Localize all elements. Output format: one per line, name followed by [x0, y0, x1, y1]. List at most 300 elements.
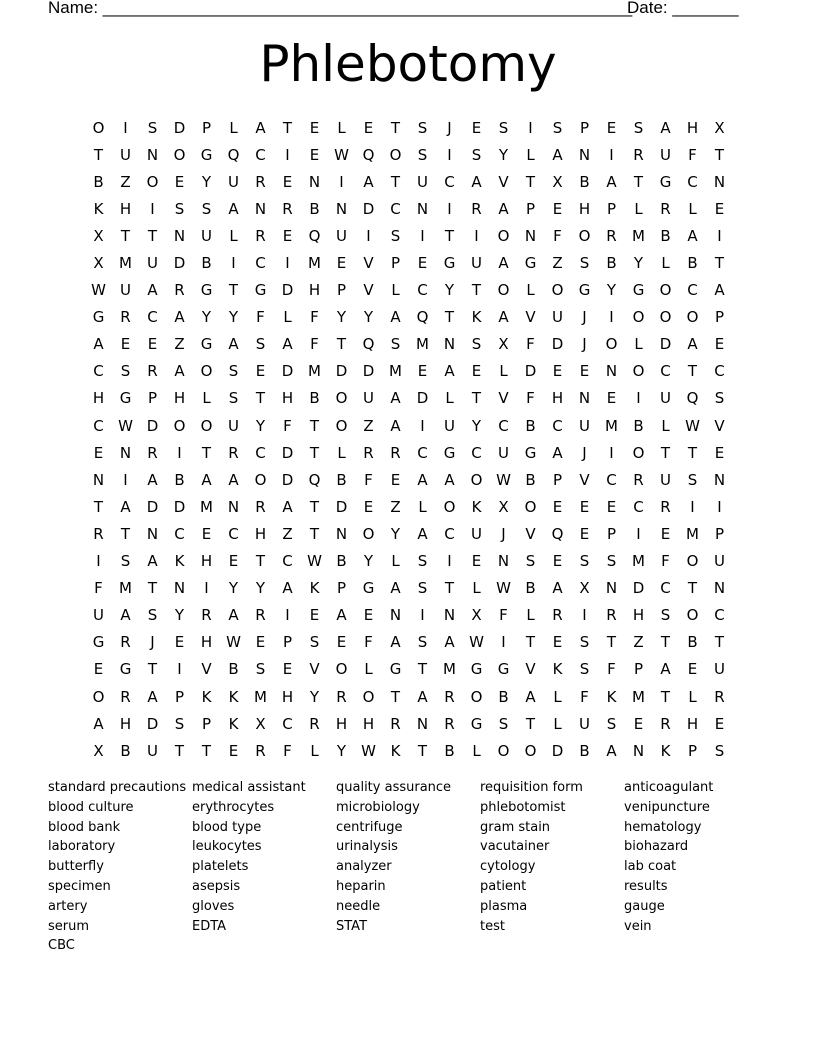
grid-letter[interactable]: A	[93, 714, 104, 733]
grid-letter[interactable]: V	[363, 281, 374, 300]
grid-letter[interactable]: O	[470, 470, 483, 489]
grid-letter[interactable]: A	[444, 362, 455, 381]
grid-letter[interactable]: A	[498, 308, 509, 327]
grid-letter[interactable]: C	[282, 552, 293, 571]
grid-letter[interactable]: I	[123, 470, 128, 489]
grid-letter[interactable]: M	[632, 552, 645, 571]
grid-letter[interactable]: S	[417, 552, 428, 571]
grid-letter[interactable]: V	[498, 172, 509, 191]
grid-letter[interactable]: G	[200, 281, 213, 300]
grid-letter[interactable]: S	[228, 362, 239, 381]
grid-letter[interactable]: K	[660, 741, 671, 760]
grid-letter[interactable]: F	[310, 335, 319, 354]
grid-letter[interactable]: T	[174, 741, 185, 760]
grid-letter[interactable]: T	[471, 281, 482, 300]
grid-letter[interactable]: Y	[309, 687, 320, 706]
grid-letter[interactable]: C	[282, 714, 293, 733]
grid-letter[interactable]: K	[309, 579, 320, 598]
grid-letter[interactable]: U	[417, 172, 428, 191]
grid-letter[interactable]: F	[688, 145, 697, 164]
grid-letter[interactable]: I	[339, 172, 344, 191]
grid-letter[interactable]: C	[255, 443, 266, 462]
grid-letter[interactable]: I	[123, 118, 128, 137]
grid-letter[interactable]: N	[443, 606, 456, 625]
grid-letter[interactable]: O	[497, 226, 510, 245]
grid-letter[interactable]: O	[524, 741, 537, 760]
grid-letter[interactable]: U	[660, 389, 671, 408]
grid-letter[interactable]: Q	[308, 470, 321, 489]
grid-letter[interactable]: K	[93, 199, 104, 218]
grid-letter[interactable]: G	[362, 579, 375, 598]
grid-letter[interactable]: L	[337, 443, 346, 462]
grid-letter[interactable]: Q	[686, 389, 699, 408]
grid-letter[interactable]: W	[496, 579, 511, 598]
grid-letter[interactable]: T	[120, 524, 131, 543]
grid-letter[interactable]: V	[498, 389, 509, 408]
grid-letter[interactable]: I	[285, 606, 290, 625]
grid-letter[interactable]: S	[579, 633, 590, 652]
grid-letter[interactable]: F	[364, 470, 373, 489]
grid-letter[interactable]: N	[578, 389, 591, 408]
grid-letter[interactable]: T	[255, 552, 266, 571]
grid-letter[interactable]: G	[92, 633, 105, 652]
grid-letter[interactable]: D	[146, 416, 159, 435]
grid-letter[interactable]: A	[687, 226, 698, 245]
grid-letter[interactable]: E	[552, 497, 563, 516]
grid-letter[interactable]: T	[660, 633, 671, 652]
grid-letter[interactable]: U	[444, 416, 455, 435]
grid-letter[interactable]: R	[390, 443, 401, 462]
grid-letter[interactable]: K	[228, 714, 239, 733]
grid-letter[interactable]: D	[281, 281, 294, 300]
grid-letter[interactable]: B	[444, 741, 455, 760]
grid-letter[interactable]: I	[204, 579, 209, 598]
grid-letter[interactable]: V	[363, 254, 374, 273]
grid-letter[interactable]: S	[120, 362, 131, 381]
grid-letter[interactable]: O	[254, 470, 267, 489]
grid-letter[interactable]: E	[255, 633, 266, 652]
grid-letter[interactable]: N	[713, 172, 726, 191]
grid-letter[interactable]: F	[526, 335, 535, 354]
grid-letter[interactable]: N	[173, 579, 186, 598]
grid-letter[interactable]: U	[120, 281, 131, 300]
grid-letter[interactable]: I	[231, 254, 236, 273]
grid-letter[interactable]: W	[118, 416, 133, 435]
grid-letter[interactable]: G	[200, 335, 213, 354]
grid-letter[interactable]: T	[147, 226, 158, 245]
grid-letter[interactable]: E	[714, 335, 725, 354]
grid-letter[interactable]: A	[93, 335, 104, 354]
grid-letter[interactable]: V	[525, 524, 536, 543]
grid-letter[interactable]: U	[471, 254, 482, 273]
grid-letter[interactable]: B	[687, 254, 698, 273]
grid-letter[interactable]: M	[443, 660, 456, 679]
grid-letter[interactable]: T	[93, 145, 104, 164]
grid-letter[interactable]: L	[661, 416, 670, 435]
grid-letter[interactable]: B	[606, 254, 617, 273]
grid-letter[interactable]: U	[201, 226, 212, 245]
grid-letter[interactable]: T	[282, 118, 293, 137]
grid-letter[interactable]: T	[390, 687, 401, 706]
grid-letter[interactable]: X	[93, 741, 104, 760]
grid-letter[interactable]: A	[255, 118, 266, 137]
grid-letter[interactable]: P	[201, 118, 212, 137]
grid-letter[interactable]: E	[201, 524, 212, 543]
grid-letter[interactable]: P	[579, 118, 590, 137]
grid-letter[interactable]: Y	[228, 308, 239, 327]
grid-letter[interactable]: R	[147, 362, 158, 381]
grid-letter[interactable]: O	[632, 362, 645, 381]
grid-letter[interactable]: E	[552, 362, 563, 381]
grid-letter[interactable]: U	[120, 145, 131, 164]
grid-letter[interactable]: B	[498, 687, 509, 706]
grid-letter[interactable]: N	[335, 524, 348, 543]
grid-letter[interactable]: E	[309, 145, 320, 164]
grid-letter[interactable]: T	[201, 443, 212, 462]
grid-letter[interactable]: R	[120, 687, 131, 706]
grid-letter[interactable]: W	[685, 416, 700, 435]
grid-letter[interactable]: A	[390, 416, 401, 435]
grid-letter[interactable]: E	[282, 660, 293, 679]
grid-letter[interactable]: R	[444, 714, 455, 733]
grid-letter[interactable]: S	[174, 714, 185, 733]
grid-letter[interactable]: G	[632, 281, 645, 300]
grid-letter[interactable]: Z	[120, 172, 131, 191]
grid-letter[interactable]: F	[499, 606, 508, 625]
grid-letter[interactable]: G	[524, 443, 537, 462]
grid-letter[interactable]: R	[660, 199, 671, 218]
grid-letter[interactable]: A	[228, 199, 239, 218]
grid-letter[interactable]: U	[147, 254, 158, 273]
grid-letter[interactable]: R	[93, 524, 104, 543]
grid-letter[interactable]: N	[497, 552, 510, 571]
grid-letter[interactable]: A	[390, 308, 401, 327]
grid-letter[interactable]: C	[633, 497, 644, 516]
grid-letter[interactable]: N	[119, 443, 132, 462]
grid-letter[interactable]: Y	[201, 172, 212, 191]
grid-letter[interactable]: I	[609, 145, 614, 164]
grid-letter[interactable]: S	[228, 389, 239, 408]
grid-letter[interactable]: M	[119, 254, 132, 273]
grid-letter[interactable]: E	[363, 606, 374, 625]
grid-letter[interactable]: T	[660, 443, 671, 462]
grid-letter[interactable]: N	[308, 172, 321, 191]
grid-letter[interactable]: A	[228, 470, 239, 489]
grid-letter[interactable]: T	[147, 579, 158, 598]
grid-letter[interactable]: O	[443, 497, 456, 516]
grid-letter[interactable]: A	[120, 497, 131, 516]
grid-letter[interactable]: T	[714, 633, 725, 652]
grid-letter[interactable]: E	[471, 362, 482, 381]
grid-letter[interactable]: O	[470, 687, 483, 706]
grid-letter[interactable]: U	[552, 308, 563, 327]
grid-letter[interactable]: T	[120, 226, 131, 245]
grid-letter[interactable]: R	[390, 714, 401, 733]
grid-letter[interactable]: C	[660, 579, 671, 598]
grid-letter[interactable]: M	[308, 362, 321, 381]
grid-letter[interactable]: W	[91, 281, 106, 300]
grid-letter[interactable]: A	[282, 335, 293, 354]
grid-letter[interactable]: T	[417, 660, 428, 679]
grid-letter[interactable]: I	[447, 552, 452, 571]
grid-letter[interactable]: C	[444, 172, 455, 191]
grid-letter[interactable]: A	[714, 281, 725, 300]
grid-letter[interactable]: E	[579, 524, 590, 543]
grid-letter[interactable]: T	[714, 254, 725, 273]
grid-letter[interactable]: Y	[633, 254, 644, 273]
grid-letter[interactable]: I	[717, 497, 722, 516]
grid-letter[interactable]: A	[282, 497, 293, 516]
grid-letter[interactable]: Y	[498, 145, 509, 164]
grid-letter[interactable]: A	[660, 118, 671, 137]
grid-letter[interactable]: K	[552, 660, 563, 679]
grid-letter[interactable]: U	[228, 416, 239, 435]
grid-letter[interactable]: H	[578, 199, 591, 218]
grid-letter[interactable]: I	[474, 226, 479, 245]
grid-letter[interactable]: E	[363, 497, 374, 516]
grid-letter[interactable]: J	[150, 633, 155, 652]
grid-letter[interactable]: M	[416, 335, 429, 354]
grid-letter[interactable]: W	[307, 552, 322, 571]
grid-letter[interactable]: T	[201, 741, 212, 760]
grid-letter[interactable]: B	[525, 470, 536, 489]
grid-letter[interactable]: S	[201, 199, 212, 218]
grid-letter[interactable]: L	[661, 254, 670, 273]
grid-letter[interactable]: L	[337, 118, 346, 137]
grid-letter[interactable]: F	[553, 226, 562, 245]
grid-letter[interactable]: X	[552, 172, 563, 191]
grid-letter[interactable]: D	[335, 362, 348, 381]
grid-letter[interactable]: A	[606, 741, 617, 760]
grid-letter[interactable]: A	[417, 687, 428, 706]
grid-letter[interactable]: D	[281, 470, 294, 489]
grid-letter[interactable]: O	[686, 308, 699, 327]
grid-letter[interactable]: M	[200, 497, 213, 516]
grid-letter[interactable]: D	[659, 335, 672, 354]
grid-letter[interactable]: J	[582, 335, 587, 354]
grid-letter[interactable]: H	[362, 714, 375, 733]
grid-letter[interactable]: L	[310, 741, 319, 760]
grid-letter[interactable]: N	[146, 524, 159, 543]
grid-letter[interactable]: O	[335, 389, 348, 408]
grid-letter[interactable]: E	[336, 633, 347, 652]
name-field[interactable]: Name: ________________________________________________________	[48, 0, 633, 17]
grid-letter[interactable]: L	[553, 687, 562, 706]
grid-letter[interactable]: A	[147, 281, 158, 300]
grid-letter[interactable]: P	[390, 254, 401, 273]
grid-letter[interactable]: G	[524, 254, 537, 273]
grid-letter[interactable]: S	[471, 335, 482, 354]
grid-letter[interactable]: O	[335, 660, 348, 679]
grid-letter[interactable]: D	[281, 443, 294, 462]
grid-letter[interactable]: C	[498, 416, 509, 435]
grid-letter[interactable]: C	[552, 416, 563, 435]
grid-letter[interactable]: U	[228, 172, 239, 191]
grid-letter[interactable]: I	[690, 497, 695, 516]
grid-letter[interactable]: E	[309, 606, 320, 625]
grid-letter[interactable]: O	[524, 497, 537, 516]
grid-letter[interactable]: W	[496, 470, 511, 489]
grid-letter[interactable]: E	[255, 362, 266, 381]
grid-letter[interactable]: Y	[336, 308, 347, 327]
grid-letter[interactable]: S	[498, 118, 509, 137]
grid-letter[interactable]: A	[417, 470, 428, 489]
grid-letter[interactable]: N	[605, 579, 618, 598]
grid-letter[interactable]: L	[499, 362, 508, 381]
grid-letter[interactable]: S	[633, 118, 644, 137]
grid-letter[interactable]: A	[525, 687, 536, 706]
grid-letter[interactable]: H	[200, 552, 213, 571]
grid-letter[interactable]: L	[688, 199, 697, 218]
grid-letter[interactable]: N	[578, 145, 591, 164]
grid-letter[interactable]: E	[714, 714, 725, 733]
grid-letter[interactable]: T	[444, 579, 455, 598]
grid-letter[interactable]: Z	[174, 335, 185, 354]
date-field[interactable]: Date: _______	[627, 0, 739, 17]
grid-letter[interactable]: Z	[390, 497, 401, 516]
grid-letter[interactable]: S	[687, 470, 698, 489]
grid-letter[interactable]: R	[471, 199, 482, 218]
grid-letter[interactable]: Q	[362, 145, 375, 164]
grid-letter[interactable]: L	[283, 308, 292, 327]
grid-letter[interactable]: A	[390, 633, 401, 652]
grid-letter[interactable]: N	[416, 199, 429, 218]
grid-letter[interactable]: S	[498, 714, 509, 733]
grid-letter[interactable]: T	[525, 172, 536, 191]
grid-letter[interactable]: T	[525, 714, 536, 733]
grid-letter[interactable]: E	[552, 199, 563, 218]
grid-letter[interactable]: L	[364, 660, 373, 679]
grid-letter[interactable]: A	[120, 606, 131, 625]
grid-letter[interactable]: R	[633, 145, 644, 164]
grid-letter[interactable]: Y	[255, 416, 266, 435]
grid-letter[interactable]: G	[389, 660, 402, 679]
grid-letter[interactable]: R	[255, 497, 266, 516]
grid-letter[interactable]: S	[417, 118, 428, 137]
grid-letter[interactable]: C	[687, 281, 698, 300]
grid-letter[interactable]: M	[632, 687, 645, 706]
grid-letter[interactable]: M	[686, 524, 699, 543]
grid-letter[interactable]: B	[309, 389, 320, 408]
grid-letter[interactable]: L	[229, 118, 238, 137]
grid-letter[interactable]: O	[497, 741, 510, 760]
grid-letter[interactable]: V	[525, 660, 536, 679]
grid-letter[interactable]: S	[525, 552, 536, 571]
grid-letter[interactable]: E	[282, 172, 293, 191]
grid-letter[interactable]: D	[173, 254, 186, 273]
grid-letter[interactable]: I	[420, 606, 425, 625]
grid-letter[interactable]: L	[391, 552, 400, 571]
grid-letter[interactable]: B	[525, 579, 536, 598]
grid-letter[interactable]: B	[228, 660, 239, 679]
grid-letter[interactable]: O	[335, 416, 348, 435]
grid-letter[interactable]: I	[285, 145, 290, 164]
grid-letter[interactable]: F	[580, 687, 589, 706]
grid-letter[interactable]: A	[282, 579, 293, 598]
grid-letter[interactable]: E	[282, 226, 293, 245]
grid-letter[interactable]: T	[471, 389, 482, 408]
grid-letter[interactable]: S	[417, 633, 428, 652]
grid-letter[interactable]: R	[363, 443, 374, 462]
grid-letter[interactable]: C	[417, 281, 428, 300]
grid-letter[interactable]: S	[579, 254, 590, 273]
grid-letter[interactable]: Q	[416, 308, 429, 327]
grid-letter[interactable]: F	[607, 660, 616, 679]
grid-letter[interactable]: P	[336, 579, 347, 598]
grid-letter[interactable]: R	[174, 281, 185, 300]
grid-letter[interactable]: N	[254, 199, 267, 218]
grid-letter[interactable]: A	[552, 579, 563, 598]
grid-letter[interactable]: Y	[255, 579, 266, 598]
grid-letter[interactable]: A	[390, 579, 401, 598]
grid-letter[interactable]: P	[174, 687, 185, 706]
grid-letter[interactable]: O	[578, 226, 591, 245]
grid-letter[interactable]: R	[255, 741, 266, 760]
grid-letter[interactable]: R	[120, 308, 131, 327]
grid-letter[interactable]: T	[633, 172, 644, 191]
grid-letter[interactable]: L	[526, 606, 535, 625]
grid-letter[interactable]: R	[120, 633, 131, 652]
grid-letter[interactable]: L	[688, 687, 697, 706]
grid-letter[interactable]: A	[228, 606, 239, 625]
grid-letter[interactable]: R	[255, 606, 266, 625]
grid-letter[interactable]: V	[714, 416, 725, 435]
grid-letter[interactable]: E	[714, 199, 725, 218]
grid-letter[interactable]: R	[201, 606, 212, 625]
grid-letter[interactable]: I	[501, 633, 506, 652]
grid-letter[interactable]: N	[146, 145, 159, 164]
grid-letter[interactable]: C	[687, 172, 698, 191]
grid-letter[interactable]: B	[525, 416, 536, 435]
grid-letter[interactable]: D	[362, 199, 375, 218]
grid-letter[interactable]: T	[444, 226, 455, 245]
grid-letter[interactable]: P	[282, 633, 293, 652]
grid-letter[interactable]: P	[201, 714, 212, 733]
grid-letter[interactable]: E	[606, 118, 617, 137]
grid-letter[interactable]: C	[255, 254, 266, 273]
grid-letter[interactable]: O	[362, 687, 375, 706]
grid-letter[interactable]: L	[526, 281, 535, 300]
grid-letter[interactable]: O	[659, 281, 672, 300]
grid-letter[interactable]: S	[255, 660, 266, 679]
grid-letter[interactable]: E	[417, 254, 428, 273]
grid-letter[interactable]: A	[552, 443, 563, 462]
grid-letter[interactable]: V	[309, 660, 320, 679]
grid-letter[interactable]: W	[226, 633, 241, 652]
grid-letter[interactable]: R	[714, 687, 725, 706]
grid-letter[interactable]: Y	[363, 308, 374, 327]
grid-letter[interactable]: T	[606, 633, 617, 652]
grid-letter[interactable]: E	[390, 470, 401, 489]
grid-letter[interactable]: P	[606, 199, 617, 218]
grid-letter[interactable]: H	[92, 389, 105, 408]
grid-letter[interactable]: T	[444, 308, 455, 327]
grid-letter[interactable]: I	[96, 552, 101, 571]
grid-letter[interactable]: Y	[390, 524, 401, 543]
grid-letter[interactable]: B	[687, 633, 698, 652]
grid-letter[interactable]: R	[147, 443, 158, 462]
grid-letter[interactable]: P	[714, 308, 725, 327]
grid-letter[interactable]: I	[717, 226, 722, 245]
grid-letter[interactable]: T	[228, 281, 239, 300]
grid-letter[interactable]: R	[552, 606, 563, 625]
grid-letter[interactable]: U	[498, 443, 509, 462]
grid-letter[interactable]: A	[147, 552, 158, 571]
grid-letter[interactable]: H	[308, 281, 321, 300]
grid-letter[interactable]: J	[582, 308, 587, 327]
grid-letter[interactable]: N	[335, 199, 348, 218]
grid-letter[interactable]: H	[173, 389, 186, 408]
